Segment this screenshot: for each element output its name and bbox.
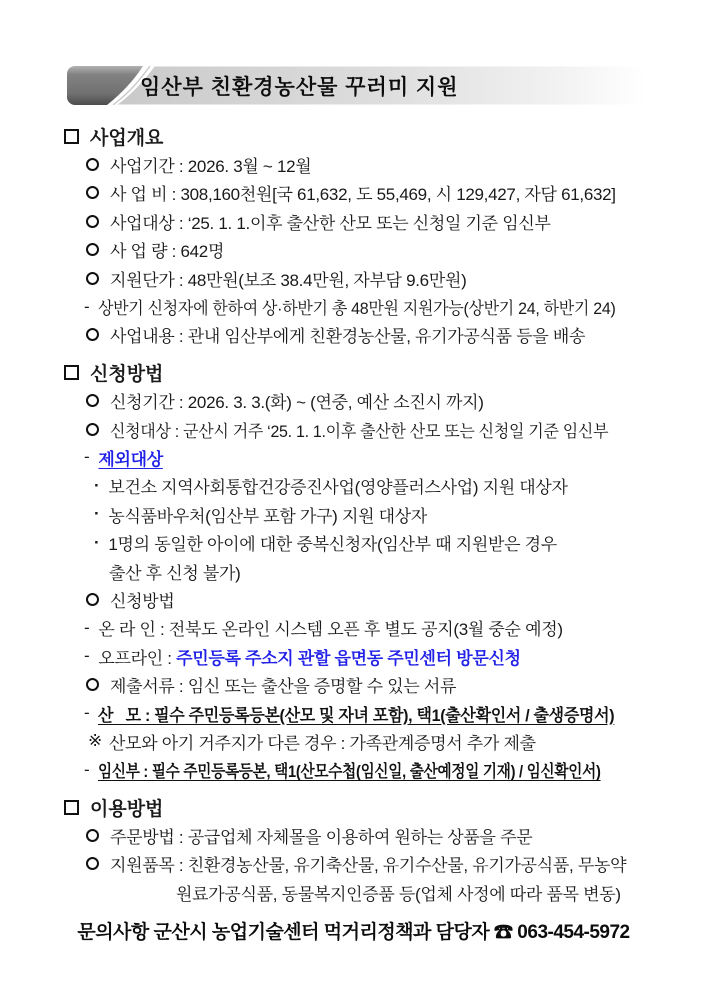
text-segment: 사업기간 : 2026. 3월 ~ 12월: [110, 157, 312, 177]
text-segment: 제출서류 : 임신 또는 출산을 증명할 수 있는 서류: [110, 677, 457, 697]
line-text: [98, 644, 520, 669]
dash-bullet-icon: -: [84, 296, 90, 316]
line-text: [108, 473, 567, 498]
line-text: [110, 823, 532, 848]
text-segment: 오프라인 :: [98, 648, 177, 668]
doc-line: [0, 415, 707, 443]
section-heading-label: 이용방법: [90, 798, 164, 820]
circle-bullet-icon: [86, 829, 99, 842]
line-text: [110, 209, 551, 234]
circle-bullet-icon: [86, 215, 99, 228]
text-segment: 임신부 : 필수 주민등록등본, 택1(산모수첩(임신일, 출산예정일 기재) / 임신확인서): [98, 762, 601, 782]
doc-line: [0, 850, 707, 878]
text-segment: 지원품목 : 친환경농산물, 유기축산물, 유기수산물, 유기가공식품, 무농약: [110, 856, 627, 876]
line-text: [110, 388, 484, 413]
link-text[interactable]: 주민등록 주소지 관할 읍면동 주민센터 방문신청: [176, 648, 521, 668]
line-text: [108, 530, 557, 555]
doc-line: [0, 264, 707, 292]
line-text: [98, 615, 562, 640]
line-text: [110, 237, 224, 262]
doc-line: [0, 387, 707, 415]
text-segment: 출산 후 신청 불가): [109, 563, 241, 583]
line-text: [176, 880, 621, 905]
reference-mark-icon: ※: [88, 731, 102, 751]
text-segment: 원료가공식품, 동물복지인증품 등(업체 사정에 따라 품목 변동): [176, 884, 621, 904]
line-text: [98, 445, 163, 470]
doc-line: [0, 670, 707, 698]
text-segment: 신청방법: [110, 591, 175, 611]
doc-line: [0, 642, 707, 670]
doc-line: [0, 292, 707, 320]
header-banner: [67, 66, 645, 105]
doc-line: [0, 756, 707, 784]
circle-bullet-icon: [86, 158, 99, 171]
section-heading: [0, 358, 707, 386]
line-text: [110, 266, 466, 291]
text-segment: 신청대상 : 군산시 거주 ‘25. 1. 1.이후 출산한 산모 또는 신청일 기준 임신부: [110, 421, 609, 441]
section-2: [0, 358, 707, 784]
dash-bullet-icon: -: [84, 703, 90, 722]
text-segment: 사업대상 : ‘25. 1. 1.이후 출산한 산모 또는 신청일 기준 임신부: [110, 213, 551, 233]
text-segment: 사 업 량 : 642명: [110, 242, 225, 262]
line-text: [98, 701, 614, 726]
text-segment: 신청기간 : 2026. 3. 3.(화) ~ (연중, 예산 소진시 까지): [110, 393, 484, 413]
line-text: [109, 729, 536, 754]
line-text: [108, 502, 427, 527]
square-bullet-icon: [64, 365, 79, 380]
circle-bullet-icon: [86, 186, 99, 199]
doc-line: [0, 821, 707, 849]
doc-line: [0, 585, 707, 613]
doc-line: [0, 472, 707, 500]
circle-bullet-icon: [86, 593, 99, 606]
doc-line: [0, 614, 707, 642]
circle-bullet-icon: [86, 243, 99, 256]
text-segment: 농식품바우처(임산부 포함 가구) 지원 대상자: [108, 506, 427, 526]
line-text: [110, 152, 311, 177]
doc-line: [0, 500, 707, 528]
square-bullet-icon: [64, 800, 79, 815]
dash-bullet-icon: -: [84, 646, 90, 666]
dot-bullet-icon: ·: [94, 504, 100, 524]
text-segment: 온 라 인 : 전북도 온라인 시스템 오픈 후 별도 공지(3월 중순 예정): [98, 620, 563, 640]
line-text: [110, 587, 175, 612]
section-heading-label: 사업개요: [90, 127, 164, 149]
doc-line: [0, 528, 707, 556]
doc-line: [0, 179, 707, 207]
line-text: [98, 294, 616, 319]
text-segment: 보건소 지역사회통합건강증진사업(영양플러스사업) 지원 대상자: [108, 478, 568, 498]
circle-bullet-icon: [86, 423, 99, 436]
doc-line: [0, 321, 707, 349]
doc-line: [0, 236, 707, 264]
line-text: [110, 851, 626, 876]
circle-bullet-icon: [86, 272, 99, 285]
square-bullet-icon: [64, 129, 79, 144]
line-text: [110, 672, 456, 697]
dash-bullet-icon: -: [84, 447, 90, 467]
dash-bullet-icon: -: [84, 759, 90, 779]
line-text: [110, 180, 616, 205]
circle-bullet-icon: [86, 394, 99, 407]
line-text: [110, 417, 608, 442]
section-heading: [0, 122, 707, 150]
doc-line: [0, 443, 707, 471]
page-title: 임산부 친환경농산물 꾸러미 지원: [140, 75, 459, 99]
text-segment: 사 업 비 : 308,160천원[국 61,632, 도 55,469, 시 129,427, 자담 61,632]: [110, 185, 616, 205]
circle-bullet-icon: [86, 328, 99, 341]
line-text: [109, 559, 241, 584]
section-1: [0, 122, 707, 349]
text-segment: 1명의 동일한 아이에 대한 중복신청자(임산부 때 지원받은 경우: [108, 535, 557, 555]
text-segment: 사업내용 : 관내 임산부에게 친환경농산물, 유기가공식품 등을 배송: [110, 327, 586, 347]
text-segment: 지원단가 : 48만원(보조 38.4만원, 자부담 9.6만원): [110, 270, 467, 290]
doc-line: [0, 727, 707, 755]
doc-line: [0, 557, 707, 585]
doc-line: [0, 207, 707, 235]
section-3: [0, 793, 707, 907]
text-segment: 산모와 아기 거주지가 다른 경우 : 가족관계증명서 추가 제출: [108, 733, 536, 753]
line-text: [98, 757, 601, 782]
line-text: [110, 322, 585, 347]
doc-line: [0, 150, 707, 178]
dot-bullet-icon: ·: [94, 475, 100, 495]
doc-line: [0, 878, 707, 906]
section-heading-label: 신청방법: [90, 363, 164, 385]
link-text[interactable]: 제외대상: [98, 449, 163, 469]
dash-bullet-icon: -: [84, 617, 90, 637]
dot-bullet-icon: ·: [94, 532, 100, 552]
text-segment: 산 모 : 필수 주민등록등본(산모 및 자녀 포함), 택1(출산확인서 / 출생증명서): [98, 705, 615, 725]
section-heading: [0, 793, 707, 821]
circle-bullet-icon: [86, 678, 99, 691]
text-segment: 주문방법 : 공급업체 자체몰을 이용하여 원하는 상품을 주문: [110, 828, 533, 848]
doc-line: [0, 699, 707, 727]
text-segment: 상반기 신청자에 한하여 상·하반기 총 48만원 지원가능(상반기 24, 하반기 24): [98, 299, 616, 319]
footer-contact: 문의사항 군산시 농업기술센터 먹거리정책과 담당자 ☎ 063-454-5972: [77, 922, 630, 944]
circle-bullet-icon: [86, 857, 99, 870]
document-body: [0, 122, 707, 946]
